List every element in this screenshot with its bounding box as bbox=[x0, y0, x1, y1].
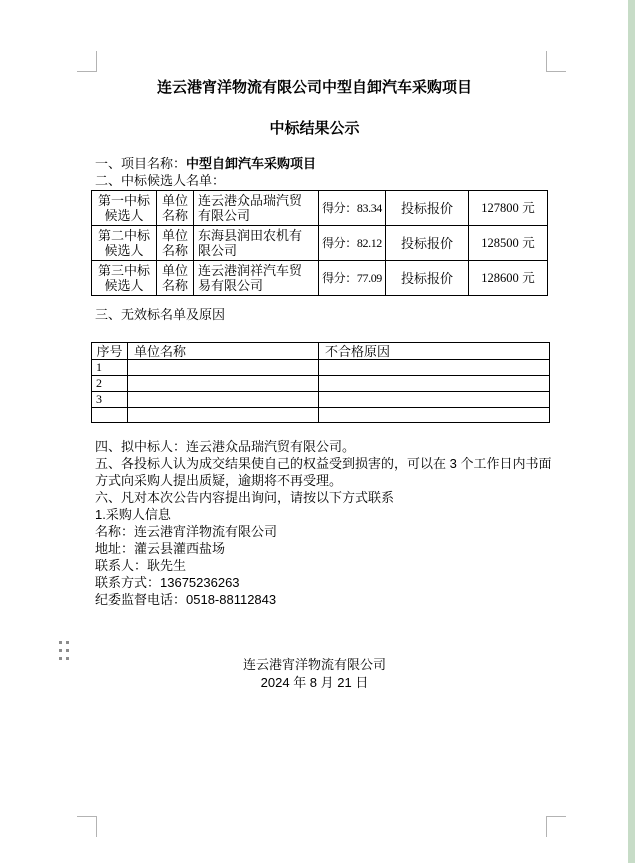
page-margin-mark-bottom-right bbox=[546, 816, 566, 837]
section-objection-line2: 方式向采购人提出质疑，逾期将不再受理。 bbox=[95, 473, 343, 488]
bid-price-cell bbox=[469, 226, 548, 261]
document-title: 连云港宵洋物流有限公司中型自卸汽车采购项目 bbox=[156, 79, 472, 96]
score-label: 得分： bbox=[322, 200, 357, 215]
row-index bbox=[92, 408, 128, 423]
table-row bbox=[92, 261, 548, 296]
table-row bbox=[92, 191, 548, 226]
section-candidate-list-heading: 二、中标候选人名单： bbox=[95, 173, 226, 188]
unit-name-label: 单位名称 bbox=[157, 261, 194, 296]
candidates-table bbox=[91, 190, 548, 296]
reason-cell bbox=[319, 408, 550, 423]
purchaser-address: 地址：灌云县灌西盐场 bbox=[95, 541, 226, 556]
bid-price-unit: 元 bbox=[522, 270, 535, 285]
bid-price-cell bbox=[469, 261, 548, 296]
page-margin-mark-bottom-left bbox=[77, 816, 97, 837]
section-objection-line1: 五、各投标人认为成交结果使自己的权益受到损害的，可以在 3 个工作日内书面 bbox=[95, 456, 552, 471]
col-header-index: 序号 bbox=[92, 343, 128, 360]
bid-price-value: 128600 bbox=[481, 270, 519, 285]
unit-name-cell bbox=[128, 408, 319, 423]
bid-price-unit: 元 bbox=[522, 235, 535, 250]
col-header-unit: 单位名称 bbox=[128, 343, 319, 360]
score-cell bbox=[319, 261, 386, 296]
unit-name-cell bbox=[128, 376, 319, 392]
notice-paragraphs bbox=[95, 439, 551, 609]
right-edge-strip bbox=[628, 0, 635, 863]
page-margin-mark-top-left bbox=[77, 51, 97, 72]
table-header-row bbox=[92, 343, 550, 360]
bid-price-label: 投标报价 bbox=[386, 191, 469, 226]
bid-price-value: 127800 bbox=[481, 200, 519, 215]
candidate-rank: 第三中标候选人 bbox=[92, 261, 157, 296]
supervision-phone: 纪委监督电话：0518-88112843 bbox=[95, 592, 277, 607]
section-proposed-winner: 四、拟中标人：连云港众品瑞汽贸有限公司。 bbox=[95, 439, 356, 454]
contact-phone: 联系方式：13675236263 bbox=[95, 575, 240, 590]
invalid-bids-table bbox=[91, 342, 550, 423]
purchaser-name: 名称：连云港宵洋物流有限公司 bbox=[95, 524, 278, 539]
score-label: 得分： bbox=[322, 235, 357, 250]
section-project-name-value: 中型自卸汽车采购项目 bbox=[186, 156, 317, 171]
candidate-rank: 第一中标候选人 bbox=[92, 191, 157, 226]
reason-cell bbox=[319, 360, 550, 376]
table-row bbox=[92, 392, 550, 408]
score-value: 77.09 bbox=[356, 270, 382, 285]
unit-name-cell bbox=[128, 360, 319, 376]
purchaser-info-heading: 1.采购人信息 bbox=[95, 507, 171, 522]
company-name: 连云港众品瑞汽贸有限公司 bbox=[194, 191, 319, 226]
contact-person: 联系人：耿先生 bbox=[95, 558, 187, 573]
bid-price-label: 投标报价 bbox=[386, 226, 469, 261]
row-index: 1 bbox=[92, 360, 128, 376]
score-value: 83.34 bbox=[356, 200, 382, 215]
bid-price-value: 128500 bbox=[481, 235, 519, 250]
bid-price-label: 投标报价 bbox=[386, 261, 469, 296]
signature-company: 连云港宵洋物流有限公司 bbox=[242, 657, 386, 672]
section-inquiry: 六、凡对本次公告内容提出询问，请按以下方式联系 bbox=[95, 490, 395, 505]
score-label: 得分： bbox=[322, 270, 357, 285]
unit-name-cell bbox=[128, 392, 319, 408]
signature-date: 2024 年 8 月 21 日 bbox=[260, 675, 369, 690]
section-project-name bbox=[95, 156, 316, 172]
reason-cell bbox=[319, 392, 550, 408]
unit-name-label: 单位名称 bbox=[157, 226, 194, 261]
section-invalid-bids-heading: 三、无效标名单及原因 bbox=[95, 307, 226, 322]
reason-cell bbox=[319, 376, 550, 392]
section-project-name-label: 一、项目名称： bbox=[95, 156, 187, 171]
table-row bbox=[92, 408, 550, 423]
company-name: 东海县润田农机有限公司 bbox=[194, 226, 319, 261]
row-index: 3 bbox=[92, 392, 128, 408]
score-cell bbox=[319, 226, 386, 261]
table-row bbox=[92, 376, 550, 392]
row-index: 2 bbox=[92, 376, 128, 392]
unit-name-label: 单位名称 bbox=[157, 191, 194, 226]
document-subtitle: 中标结果公示 bbox=[269, 120, 360, 137]
company-name: 连云港润祥汽车贸易有限公司 bbox=[194, 261, 319, 296]
bid-price-unit: 元 bbox=[522, 200, 535, 215]
candidate-rank: 第二中标候选人 bbox=[92, 226, 157, 261]
table-row bbox=[92, 360, 550, 376]
score-value: 82.12 bbox=[356, 235, 382, 250]
score-cell bbox=[319, 191, 386, 226]
page-margin-mark-top-right bbox=[546, 51, 566, 72]
table-row bbox=[92, 226, 548, 261]
signature-block bbox=[0, 657, 629, 693]
bid-price-cell bbox=[469, 191, 548, 226]
col-header-reason: 不合格原因 bbox=[319, 343, 550, 360]
